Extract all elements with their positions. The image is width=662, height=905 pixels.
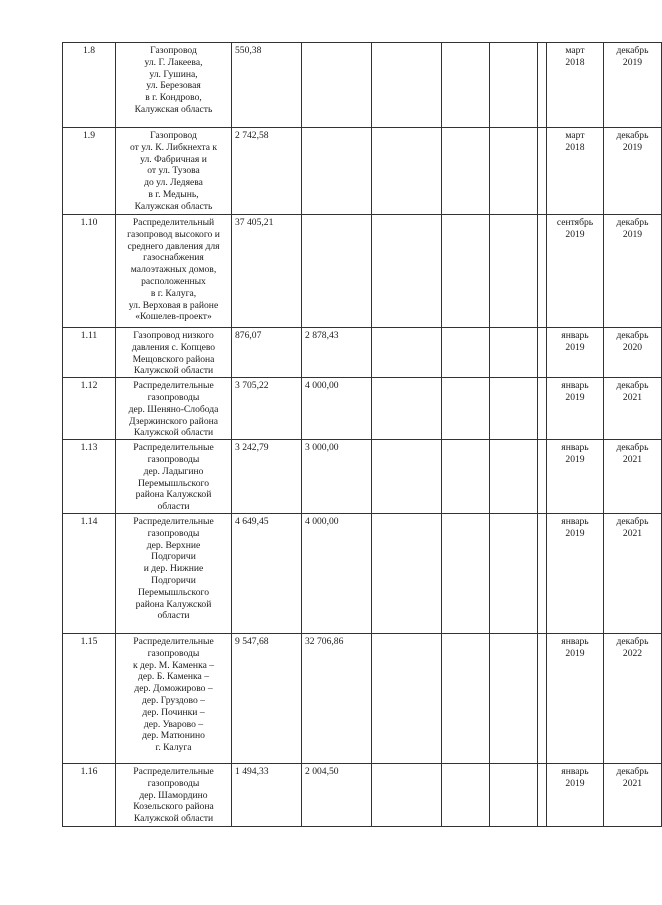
- empty-cell: [538, 763, 547, 826]
- empty-cell: [442, 633, 490, 763]
- empty-cell: [442, 763, 490, 826]
- empty-cell: [490, 633, 538, 763]
- end-date: декабрь 2021: [604, 378, 662, 440]
- row-number: 1.16: [63, 763, 116, 826]
- empty-cell: [490, 763, 538, 826]
- empty-cell: [372, 43, 442, 128]
- empty-cell: [372, 378, 442, 440]
- end-date: декабрь 2019: [604, 43, 662, 128]
- table-row: [63, 513, 662, 633]
- amount-cell: 4 000,00: [302, 513, 372, 633]
- empty-cell: [372, 215, 442, 328]
- empty-cell: [442, 513, 490, 633]
- projects-table: [62, 42, 662, 827]
- row-number: 1.13: [63, 440, 116, 514]
- empty-cell: [372, 633, 442, 763]
- empty-cell: [490, 328, 538, 378]
- object-name: Газопровод низкого давления с. Копцево Мещовского района Калужской области: [116, 328, 232, 378]
- start-date: сентябрь 2019: [547, 215, 604, 328]
- row-number: 1.12: [63, 378, 116, 440]
- object-name: Распределительные газопроводы дер. Шеняно-Слобода Дзержинского района Калужской области: [116, 378, 232, 440]
- empty-cell: [538, 440, 547, 514]
- table-row: [63, 440, 662, 514]
- empty-cell: [538, 128, 547, 215]
- end-date: декабрь 2020: [604, 328, 662, 378]
- empty-cell: [442, 128, 490, 215]
- amount-cell: 1 494,33: [232, 763, 302, 826]
- end-date: декабрь 2021: [604, 440, 662, 514]
- empty-cell: [442, 43, 490, 128]
- empty-cell: [372, 440, 442, 514]
- row-number: 1.8: [63, 43, 116, 128]
- object-name: Распределительные газопроводы дер. Верхние Подгоричи и дер. Нижние Подгоричи Перемышльского района Калужской области: [116, 513, 232, 633]
- amount-cell: [302, 128, 372, 215]
- empty-cell: [490, 43, 538, 128]
- start-date: январь 2019: [547, 513, 604, 633]
- table-row: [63, 633, 662, 763]
- amount-cell: 3 242,79: [232, 440, 302, 514]
- start-date: март 2018: [547, 43, 604, 128]
- row-number: 1.10: [63, 215, 116, 328]
- empty-cell: [538, 633, 547, 763]
- row-number: 1.11: [63, 328, 116, 378]
- start-date: январь 2019: [547, 633, 604, 763]
- end-date: декабрь 2021: [604, 513, 662, 633]
- amount-cell: 3 705,22: [232, 378, 302, 440]
- object-name: Распределительный газопровод высокого и среднего давления для газоснабжения малоэтажных домов, расположенных в г. Калуга, ул. Верховая в районе «Кошелев-проект»: [116, 215, 232, 328]
- table-row: [63, 128, 662, 215]
- empty-cell: [442, 215, 490, 328]
- empty-cell: [490, 378, 538, 440]
- amount-cell: 4 649,45: [232, 513, 302, 633]
- object-name: Распределительные газопроводы к дер. М. Каменка – дер. Б. Каменка – дер. Доможирово – дер. Груздово – дер. Починки – дер. Уварово – дер. Матюнино г. Калуга: [116, 633, 232, 763]
- table-row: [63, 378, 662, 440]
- amount-cell: [302, 215, 372, 328]
- empty-cell: [538, 328, 547, 378]
- amount-cell: 32 706,86: [302, 633, 372, 763]
- amount-cell: 2 004,50: [302, 763, 372, 826]
- empty-cell: [372, 128, 442, 215]
- empty-cell: [538, 513, 547, 633]
- empty-cell: [490, 128, 538, 215]
- amount-cell: 9 547,68: [232, 633, 302, 763]
- object-name: Газопровод от ул. К. Либкнехта к ул. Фабричная и от ул. Тузова до ул. Ледяева в г. Медынь, Калужская область: [116, 128, 232, 215]
- end-date: декабрь 2022: [604, 633, 662, 763]
- amount-cell: [302, 43, 372, 128]
- start-date: январь 2019: [547, 328, 604, 378]
- empty-cell: [442, 378, 490, 440]
- amount-cell: 2 878,43: [302, 328, 372, 378]
- empty-cell: [538, 43, 547, 128]
- empty-cell: [490, 440, 538, 514]
- empty-cell: [538, 215, 547, 328]
- empty-cell: [372, 328, 442, 378]
- object-name: Газопровод ул. Г. Лакеева, ул. Гушина, ул. Березовая в г. Кондрово, Калужская область: [116, 43, 232, 128]
- empty-cell: [442, 328, 490, 378]
- amount-cell: 4 000,00: [302, 378, 372, 440]
- row-number: 1.9: [63, 128, 116, 215]
- amount-cell: 2 742,58: [232, 128, 302, 215]
- row-number: 1.15: [63, 633, 116, 763]
- amount-cell: 876,07: [232, 328, 302, 378]
- start-date: январь 2019: [547, 378, 604, 440]
- empty-cell: [372, 513, 442, 633]
- row-number: 1.14: [63, 513, 116, 633]
- start-date: январь 2019: [547, 440, 604, 514]
- end-date: декабрь 2019: [604, 215, 662, 328]
- object-name: Распределительные газопроводы дер. Шамордино Козельского района Калужской области: [116, 763, 232, 826]
- table-row: [63, 763, 662, 826]
- table-row: [63, 215, 662, 328]
- empty-cell: [490, 215, 538, 328]
- amount-cell: 37 405,21: [232, 215, 302, 328]
- start-date: январь 2019: [547, 763, 604, 826]
- table-row: [63, 328, 662, 378]
- amount-cell: 550,38: [232, 43, 302, 128]
- end-date: декабрь 2019: [604, 128, 662, 215]
- table-row: [63, 43, 662, 128]
- amount-cell: 3 000,00: [302, 440, 372, 514]
- empty-cell: [372, 763, 442, 826]
- end-date: декабрь 2021: [604, 763, 662, 826]
- empty-cell: [490, 513, 538, 633]
- start-date: март 2018: [547, 128, 604, 215]
- object-name: Распределительные газопроводы дер. Ладыгино Перемышльского района Калужской области: [116, 440, 232, 514]
- empty-cell: [538, 378, 547, 440]
- empty-cell: [442, 440, 490, 514]
